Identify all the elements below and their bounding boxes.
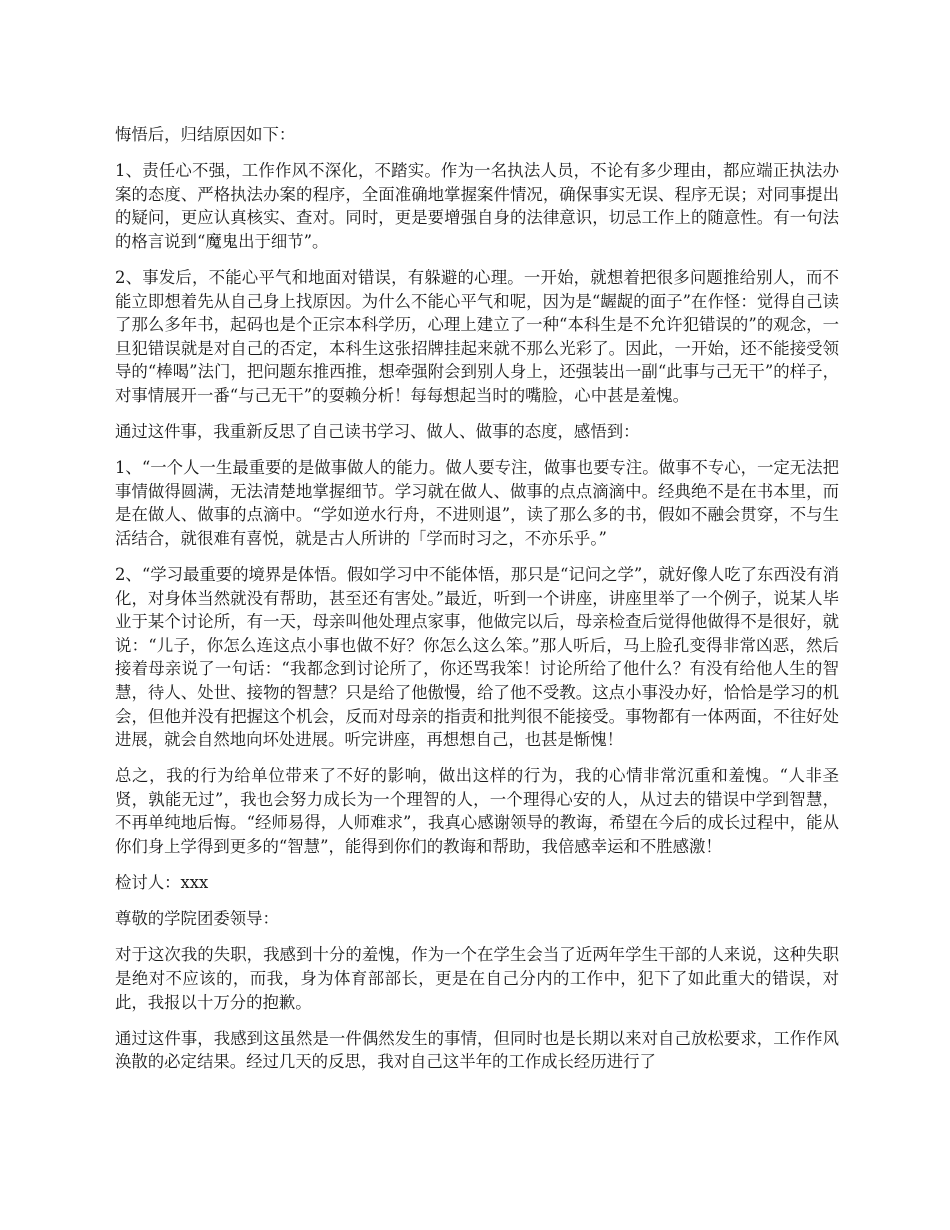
- paragraph-apology: 对于这次我的失职，我感到十分的羞愧，作为一个在学生会当了近两年学生干部的人来说，这种失职是绝对不应该的，而我，身为体育部部长，更是在自己分内的工作中，犯下了如此重大的错误，对此，我报以十万分的抱歉。: [115, 945, 839, 1012]
- paragraph-reason-2: 2、事发后，不能心平气和地面对错误，有躲避的心理。一开始，就想着把很多问题推给别人，而不能立即想着先从自己身上找原因。为什么不能心平气和呢，因为是“龌龊的面子”在作怪：觉得自己读了那么多年书，起码也是个正宗本科学历，心理上建立了一种“本科生是不允许犯错误的”的观念，一旦犯错误就是对自己的否定，本科生这张招牌挂起来就不那么光彩了。因此，一开始，还不能接受领导的“棒喝”法门，把问题东推西推，想牵强附会到别人身上，还强装出一副“此事与己无干”的样子，对事情展开一番“与己无干”的耍赖分析！每每想起当时的嘴脸，心中甚是羞愧。: [115, 267, 839, 405]
- document-body: [115, 123, 839, 1086]
- paragraph-signature: 检讨人：xxx: [115, 873, 209, 893]
- paragraph-reason-1: 1、责任心不强，工作作风不深化，不踏实。作为一名执法人员，不论有多少理由，都应端正执法办案的态度、严格执法办案的程序，全面准确地掌握案件情况，确保事实无误、程序无误；对同事提出的疑问，更应认真核实、查对。同时，更是要增强自身的法律意识，切忌工作上的随意性。有一句法的格言说到“魔鬼出于细节”。: [115, 161, 839, 251]
- paragraph-insight-1: 1、“一个人一生最重要的是做事做人的能力。做人要专注，做事也要专注。做事不专心，一定无法把事情做得圆满，无法清楚地掌握细节。学习就在做人、做事的点点滴滴中。经典绝不是在书本里，而是在做人、做事的点滴中。“学如逆水行舟，不进则退”，读了那么多的书，假如不融会贯穿，不与生活结合，就很难有喜悦，就是古人所讲的「学而时习之，不亦乐乎。”: [115, 458, 839, 548]
- paragraph-intro: 悔悟后，归结原因如下：: [115, 125, 296, 144]
- paragraph-reflection-intro: 通过这件事，我重新反思了自己读书学习、做人、做事的态度，感悟到：: [115, 422, 640, 442]
- paragraph-reflection: 通过这件事，我感到这虽然是一件偶然发生的事情，但同时也是长期以来对自己放松要求，工作作风涣散的必定结果。经过几天的反思，我对自己这半年的工作成长经历进行了: [115, 1028, 839, 1072]
- paragraph-salutation: 尊敬的学院团委领导：: [115, 909, 279, 929]
- paragraph-insight-2: 2、“学习最重要的境界是体悟。假如学习中不能体悟，那只是“记问之学”，就好像人吃了东西没有消化，对身体当然就没有帮助，甚至还有害处。”最近，听到一个讲座，讲座里举了一个例子，说某人毕业于某个讨论所，有一天，母亲叫他处理点家事，他做完以后，母亲检查后觉得他做得不是很好，就说：“儿子，你怎么连这点小事也做不好？你怎么这么笨。”那人听后，马上脸孔变得非常凶恶，然后接着母亲说了一句话：“我都念到讨论所了，你还骂我笨！讨论所给了他什么？有没有给他人生的智慧，待人、处世、接物的智慧？只是给了他傲慢，给了他不受教。这点小事没办好，恰恰是学习的机会，但他并没有把握这个机会，反而对母亲的指责和批判很不能接受。事物都有一体两面，不往好处进展，就会自然地向坏处进展。听完讲座，再想想自己，也甚是惭愧！: [115, 565, 839, 750]
- paragraph-conclusion: 总之，我的行为给单位带来了不好的影响，做出这样的行为，我的心情非常沉重和羞愧。“人非圣贤，孰能无过”，我也会努力成长为一个理智的人，一个理得心安的人，从过去的错误中学到智慧，不再单纯地后悔。“经师易得，人师难求”，我真心感谢领导的教诲，希望在今后的成长过程中，能从你们身上学得到更多的“智慧”，能得到你们的教诲和帮助，我倍感幸运和不胜感激！: [115, 766, 839, 857]
